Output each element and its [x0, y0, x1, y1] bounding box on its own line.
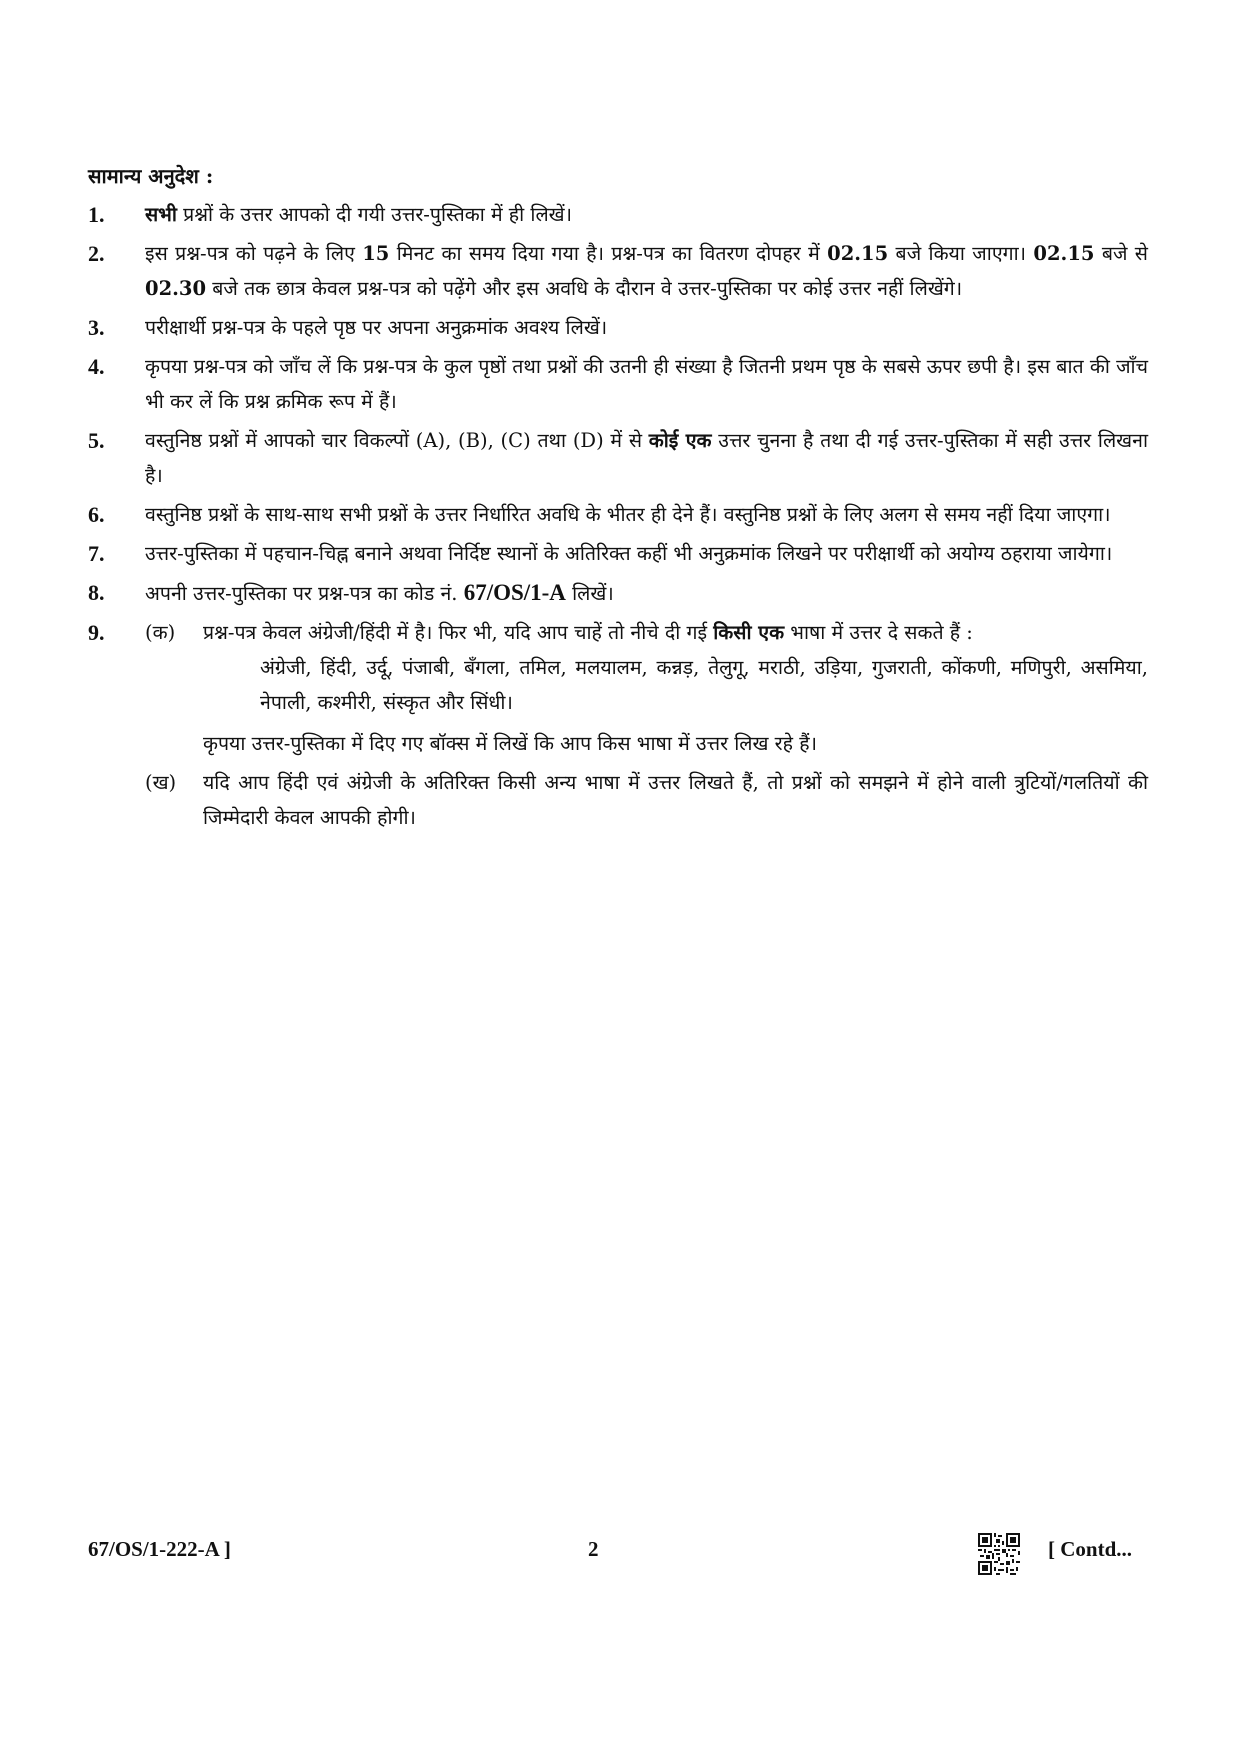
qr-code-icon: [978, 1533, 1020, 1575]
footer-paper-code: 67/OS/1-222-A ]: [88, 1537, 231, 1561]
item-number: 5.: [88, 428, 105, 453]
instruction-item-8: [88, 575, 1148, 611]
page-number: 2: [588, 1537, 599, 1561]
instruction-item-1: [88, 197, 1148, 232]
continued-label: [ Contd...: [1048, 1537, 1133, 1561]
sub-item-label: (ख): [145, 771, 177, 794]
item-text: अपनी उत्तर-पुस्तिका पर प्रश्न-पत्र का कोड नं. 67/OS/1-A लिखें।: [145, 580, 614, 605]
sub-item-a: [145, 615, 1148, 650]
item-number: 8.: [88, 580, 105, 605]
sub-item-b: [145, 765, 1148, 835]
instruction-item-4: [88, 349, 1148, 419]
instruction-item-3: [88, 310, 1148, 345]
item-number: 3.: [88, 315, 105, 340]
item-number: 2.: [88, 241, 105, 266]
item-number: 6.: [88, 502, 105, 527]
item-text: उत्तर-पुस्तिका में पहचान-चिह्न बनाने अथवा निर्दिष्ट स्थानों के अतिरिक्त कहीं भी अनुक्रमांक लिखने पर परीक्षार्थी को अयोग्य ठहराया जायेगा।: [145, 542, 1113, 565]
item-text: सभी प्रश्नों के उत्तर आपको दी गयी उत्तर-पुस्तिका में ही लिखें।: [145, 203, 573, 226]
sub-item-text: यदि आप हिंदी एवं अंग्रेजी के अतिरिक्त किसी अन्य भाषा में उत्तर लिखते हैं, तो प्रश्नों को समझने में होने वाली त्रुटियों/गलतियों की जिम्मेदारी केवल आपकी होगी।: [203, 771, 1148, 829]
item-text: [145, 615, 1148, 761]
item-text: इस प्रश्न-पत्र को पढ़ने के लिए 15 मिनट का समय दिया गया है। प्रश्न-पत्र का वितरण दोपहर में 02.15 बजे किया जाएगा। 02.15 बजे से 02.30 बजे तक छात्र केवल प्रश्न-पत्र को पढ़ेंगे और इस अवधि के दौरान वे उत्तर-पुस्तिका पर कोई उत्तर नहीं लिखेंगे।: [145, 242, 1148, 300]
item-text: परीक्षार्थी प्रश्न-पत्र के पहले पृष्ठ पर अपना अनुक्रमांक अवश्य लिखें।: [145, 316, 608, 339]
item-number: 4.: [88, 354, 105, 379]
item-text: वस्तुनिष्ठ प्रश्नों के साथ-साथ सभी प्रश्नों के उत्तर निर्धारित अवधि के भीतर ही देने हैं। वस्तुनिष्ठ प्रश्नों के लिए अलग से समय नहीं दिया जाएगा।: [145, 503, 1111, 526]
paper-code: 67/OS/1-A: [463, 580, 566, 605]
language-list: अंग्रेजी, हिंदी, उर्दू, पंजाबी, बँगला, तमिल, मलयालम, कन्नड़, तेलुगू, मराठी, उड़िया, गुजराती, कोंकणी, मणिपुरी, असमिया, नेपाली, कश्मीरी, संस्कृत और सिंधी।: [260, 656, 1148, 714]
instruction-item-6: [88, 497, 1148, 532]
instruction-item-2: [88, 236, 1148, 306]
instructions-heading: सामान्य अनुदेश :: [88, 164, 214, 188]
instruction-item-7: [88, 536, 1148, 571]
sub-item-text: प्रश्न-पत्र केवल अंग्रेजी/हिंदी में है। फिर भी, यदि आप चाहें तो नीचे दी गई किसी एक भाषा में उत्तर दे सकते हैं :: [203, 621, 973, 644]
item-text: कृपया प्रश्न-पत्र को जाँच लें कि प्रश्न-पत्र के कुल पृष्ठों तथा प्रश्नों की उतनी ही संख्या है जितनी प्रथम पृष्ठ के सबसे ऊपर छपी है। इस बात की जाँच भी कर लें कि प्रश्न क्रमिक रूप में हैं।: [145, 355, 1148, 413]
sub-item-label: (क): [145, 621, 176, 644]
item-number: 7.: [88, 541, 105, 566]
item-text: वस्तुनिष्ठ प्रश्नों में आपको चार विकल्पों (A), (B), (C) तथा (D) में से कोई एक उत्तर चुनना है तथा दी गई उत्तर-पुस्तिका में सही उत्तर लिखना है।: [145, 429, 1148, 487]
instruction-item-9: [88, 615, 1148, 761]
instructions-section: [88, 163, 1148, 835]
item-number: 1.: [88, 202, 105, 227]
instruction-item-5: [88, 423, 1148, 493]
language-note: कृपया उत्तर-पुस्तिका में दिए गए बॉक्स में लिखें कि आप किस भाषा में उत्तर लिख रहे हैं।: [203, 732, 817, 755]
item-number: 9.: [88, 620, 105, 645]
